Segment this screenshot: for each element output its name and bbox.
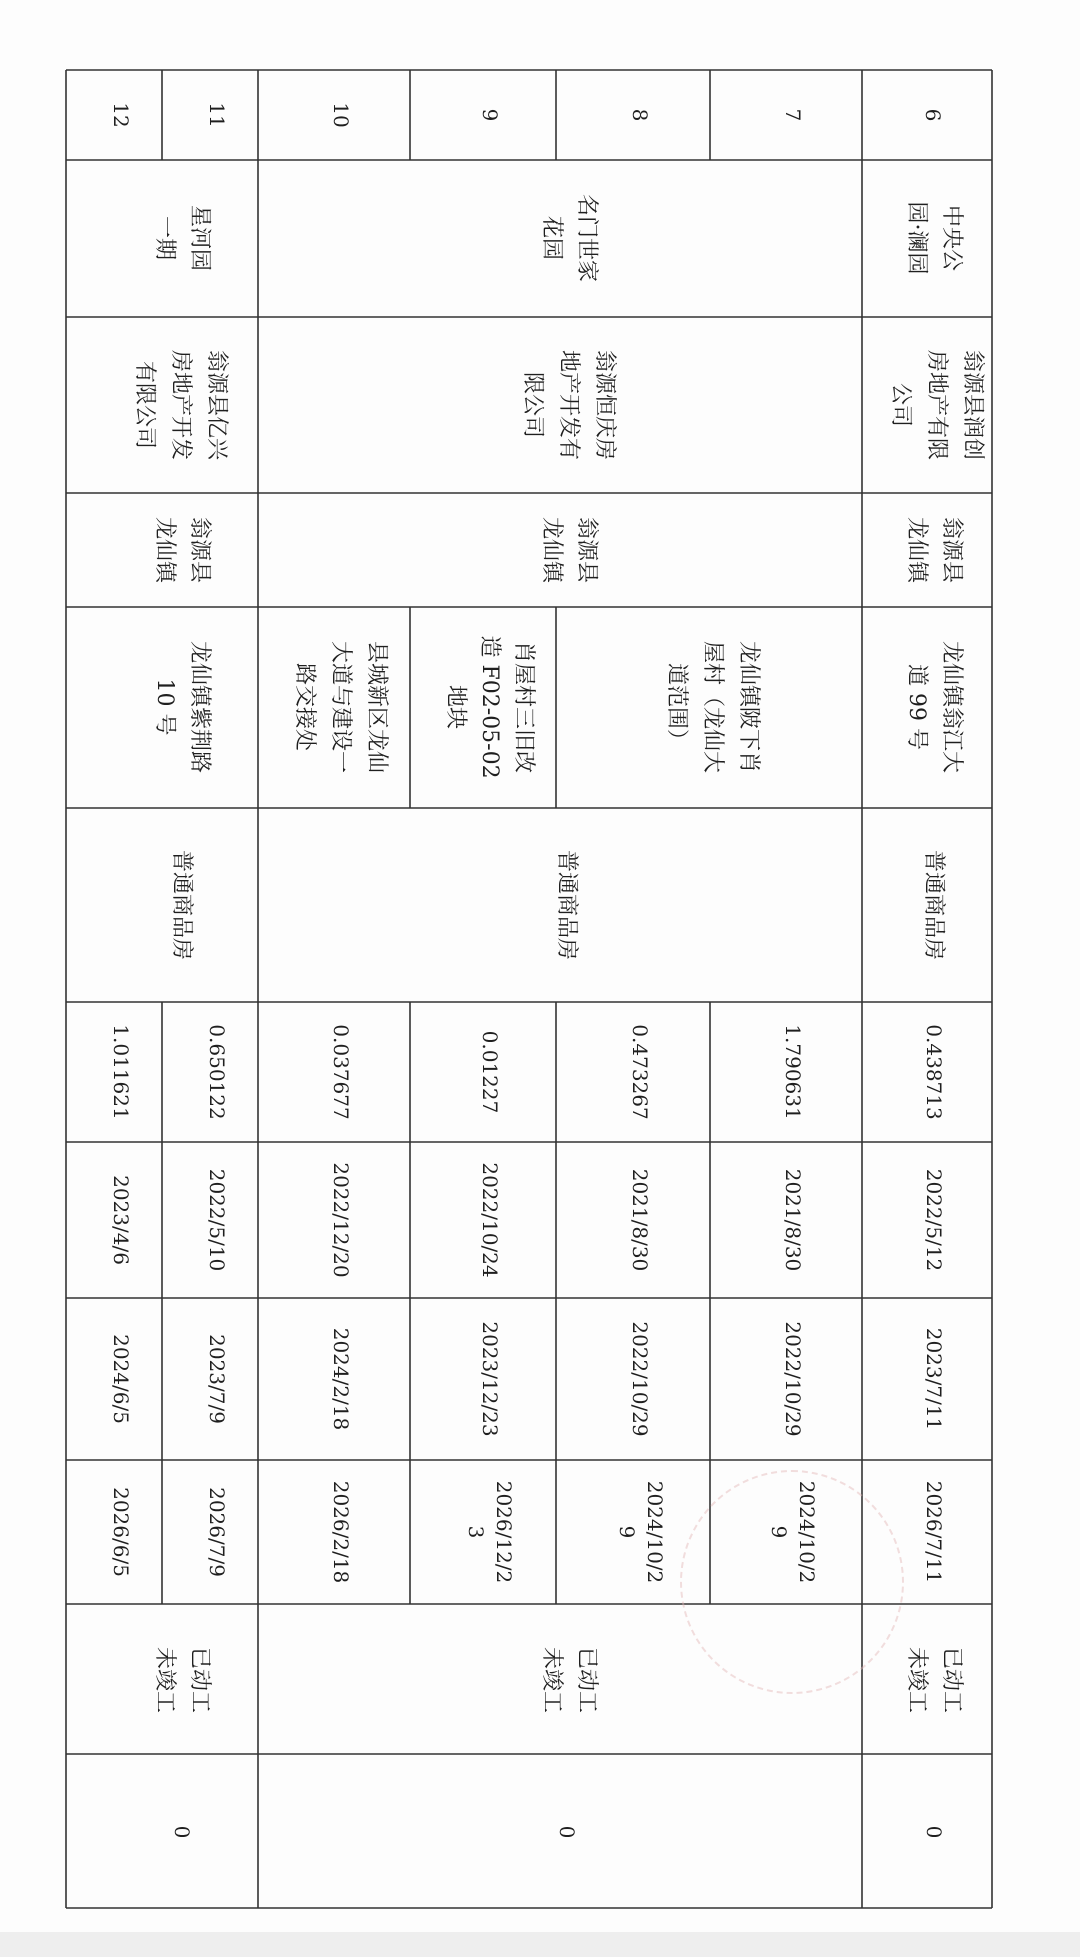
town-c1: 翁源县 <box>187 516 212 584</box>
address-9-1: 肖屋村三旧改 <box>511 640 536 774</box>
row-9-date-3-line2: 3 <box>464 1525 488 1539</box>
row-6-area: 0.438713 <box>922 1024 946 1120</box>
town-b1: 翁源县 <box>574 516 599 584</box>
last-value-a: 0 <box>922 1825 946 1839</box>
row-10-date-3: 2026/2/18 <box>329 1480 353 1584</box>
town-a2: 龙仙镇 <box>904 516 929 584</box>
status-c1: 已动工 <box>187 1646 212 1714</box>
address-c2: 10 号 <box>152 678 177 736</box>
row-7-date-3-line2: 9 <box>767 1525 791 1539</box>
project-name-c2: 一期 <box>152 215 177 261</box>
last-value-b: 0 <box>555 1825 579 1839</box>
row-8-date-3-line1: 2024/10/2 <box>643 1480 667 1584</box>
project-name-b1: 名门世家 <box>574 193 599 283</box>
address-a1: 龙仙镇翁江大 <box>939 640 964 774</box>
row-12-seq: 12 <box>109 102 133 128</box>
address-10-1: 县城新区龙仙 <box>364 640 389 774</box>
developer-b1: 翁源恒庆房 <box>592 349 617 461</box>
address-10-3: 路交接处 <box>292 662 317 752</box>
row-11-seq: 11 <box>205 102 229 128</box>
row-9-seq: 9 <box>478 108 502 122</box>
project-name-a2: 园·澜园 <box>904 201 929 275</box>
row-11-area: 0.650122 <box>205 1024 229 1120</box>
town-b2: 龙仙镇 <box>539 516 564 584</box>
row-7-date-3-line1: 2024/10/2 <box>795 1480 819 1584</box>
row-7-area: 1.790631 <box>781 1024 805 1120</box>
project-name-c1: 星河园 <box>187 204 212 272</box>
row-9-area: 0.01227 <box>478 1030 502 1114</box>
row-9-start-date: 2022/10/24 <box>478 1162 502 1278</box>
address-a2: 道 99 号 <box>904 664 929 750</box>
row-11-date-2: 2023/7/9 <box>205 1334 229 1424</box>
status-a1: 已动工 <box>939 1646 964 1714</box>
row-12-start-date: 2023/4/6 <box>109 1175 133 1265</box>
house-type-b: 普通商品房 <box>554 849 579 961</box>
official-seal-watermark <box>680 1470 904 1694</box>
address-9-3: 地块 <box>443 684 468 730</box>
row-8-date-2: 2022/10/29 <box>628 1321 652 1437</box>
row-9-date-3-line1: 2026/12/2 <box>492 1480 516 1584</box>
developer-a3: 公司 <box>888 382 913 428</box>
status-c2: 未竣工 <box>152 1646 177 1714</box>
address-10-2: 大道与建设一 <box>328 640 353 774</box>
address-9-2: 造 F02-05-02 <box>477 635 502 779</box>
row-7-seq: 7 <box>781 108 805 122</box>
row-8-start-date: 2021/8/30 <box>628 1168 652 1272</box>
row-12-date-2: 2024/6/5 <box>109 1334 133 1424</box>
row-11-date-3: 2026/7/9 <box>205 1487 229 1577</box>
developer-b3: 限公司 <box>520 371 545 439</box>
status-b1: 已动工 <box>574 1646 599 1714</box>
house-type-a: 普通商品房 <box>921 849 946 961</box>
row-12-date-3: 2026/6/5 <box>109 1487 133 1577</box>
row-6-start-date: 2022/5/12 <box>922 1168 946 1272</box>
row-6-date-2: 2023/7/11 <box>922 1327 946 1431</box>
house-type-c: 普通商品房 <box>169 849 194 961</box>
status-a2: 未竣工 <box>904 1646 929 1714</box>
row-7-start-date: 2021/8/30 <box>781 1168 805 1272</box>
row-10-seq: 10 <box>329 102 353 128</box>
developer-b2: 地产开发有 <box>556 349 581 461</box>
row-6-date-3: 2026/7/11 <box>922 1480 946 1584</box>
row-9-date-2: 2023/12/23 <box>478 1321 502 1437</box>
row-8-seq: 8 <box>628 108 652 122</box>
status-b2: 未竣工 <box>539 1646 564 1714</box>
developer-c1: 翁源县亿兴 <box>204 349 229 461</box>
row-12-area: 1.011621 <box>109 1024 133 1120</box>
project-name-a1: 中央公 <box>939 204 964 272</box>
row-11-start-date: 2022/5/10 <box>205 1168 229 1272</box>
project-name-b2: 花园 <box>539 215 564 261</box>
row-10-start-date: 2022/12/20 <box>329 1162 353 1278</box>
row-7-date-2: 2022/10/29 <box>781 1321 805 1437</box>
developer-a1: 翁源县润创 <box>960 349 985 461</box>
town-c2: 龙仙镇 <box>152 516 177 584</box>
row-6-seq: 6 <box>921 108 945 122</box>
developer-c2: 房地产开发 <box>168 349 193 461</box>
address-c1: 龙仙镇紫荆路 <box>187 640 212 774</box>
address-78-1: 龙仙镇陂下肖 <box>736 640 761 774</box>
row-8-date-3-line2: 9 <box>615 1525 639 1539</box>
developer-a2: 房地产有限 <box>924 349 949 461</box>
row-10-date-2: 2024/2/18 <box>329 1327 353 1431</box>
row-8-area: 0.473267 <box>628 1024 652 1120</box>
address-78-3: 道范围） <box>664 662 689 752</box>
row-10-area: 0.037677 <box>329 1024 353 1120</box>
town-a1: 翁源县 <box>939 516 964 584</box>
address-78-2: 屋村（龙仙大 <box>700 640 725 774</box>
developer-c3: 有限公司 <box>132 360 157 450</box>
page-bottom-strip <box>0 1932 1080 1957</box>
last-value-c: 0 <box>170 1825 194 1839</box>
